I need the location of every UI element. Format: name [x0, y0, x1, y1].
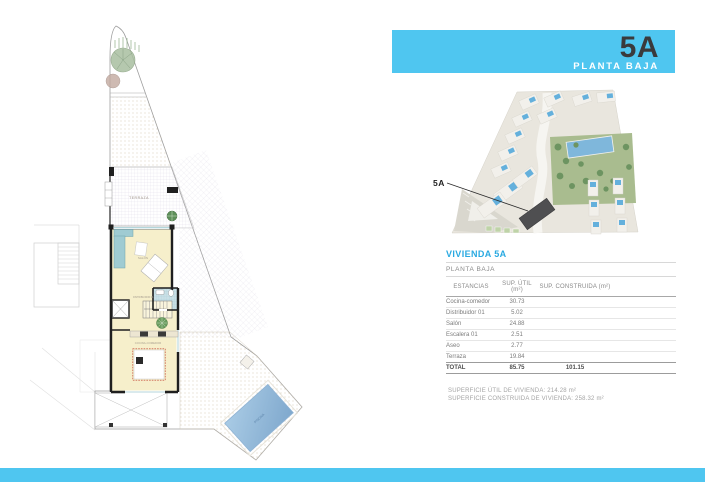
rug	[135, 242, 148, 256]
distribuidor-label: DISTRIBUIDOR 01	[133, 296, 154, 299]
summary-line-util: SUPERFICIE ÚTIL DE VIVIENDA: 214.28 m²	[448, 388, 577, 394]
garden-gravel	[110, 97, 172, 167]
col-estancias: ESTANCIAS	[453, 284, 489, 290]
table-row: Terraza 19.84	[446, 352, 676, 363]
table-row: Cocina-comedor 30.73	[446, 297, 676, 308]
col-sup-construida: SUP. CONSTRUIDA (m²)	[539, 284, 611, 290]
header-banner	[392, 30, 675, 73]
unit-code: 5A	[619, 31, 659, 64]
footer-bar	[0, 468, 705, 482]
summary-line-construida: SUPERFICIE CONSTRUIDA DE VIVIENDA: 258.32 m²	[448, 395, 604, 402]
piscina-label: PISCINA	[253, 412, 266, 425]
salon-label: SALÓN	[137, 256, 149, 260]
house	[109, 225, 179, 393]
table-row: Aseo 2.77	[446, 341, 676, 352]
surface-summary	[448, 388, 604, 403]
table-title: VIVIENDA 5A	[446, 249, 676, 263]
table-row: Distribuidor 01 5.02	[446, 308, 676, 319]
site-plan	[430, 85, 680, 235]
table-row: Salón 24.88	[446, 319, 676, 330]
closet	[112, 300, 129, 318]
plant	[157, 318, 168, 329]
porch	[95, 393, 167, 427]
site-unit-label: 5A	[433, 178, 445, 188]
table-header-row	[446, 277, 676, 297]
header-subtitle: PLANTA BAJA	[573, 61, 659, 72]
table-row: Escalera 01 2.51	[446, 330, 676, 341]
area-table	[446, 249, 676, 374]
col-sup-util: SUP. ÚTIL (m²)	[502, 281, 532, 293]
terraza-label: TERRAZA	[129, 196, 149, 200]
table-subtitle: PLANTA BAJA	[446, 263, 676, 277]
table-total-row: TOTAL 85.75 101.15	[446, 362, 676, 374]
cocina-label: COCINA-COMEDOR	[134, 341, 162, 345]
